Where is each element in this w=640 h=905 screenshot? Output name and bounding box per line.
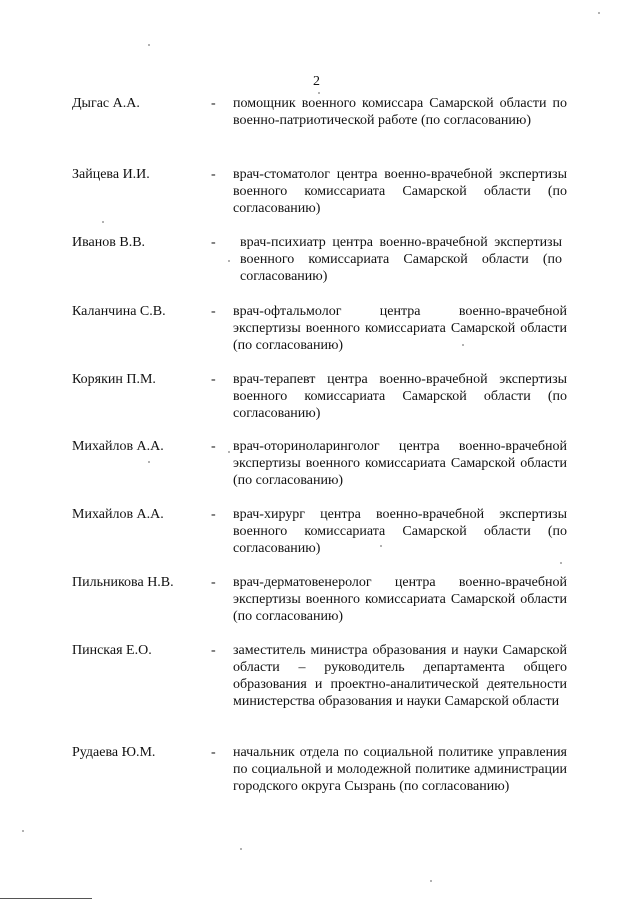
person-name: Михайлов А.А. — [72, 439, 164, 454]
person-name: Пильникова Н.В. — [72, 575, 174, 590]
scan-speck — [598, 12, 600, 14]
dash-separator: - — [211, 439, 216, 454]
dash-separator: - — [211, 96, 216, 111]
dash-separator: - — [211, 745, 216, 760]
person-name: Корякин П.М. — [72, 372, 156, 387]
person-name: Пинская Е.О. — [72, 643, 152, 658]
page-edge-line — [0, 898, 92, 899]
scan-speck — [240, 848, 242, 850]
dash-separator: - — [211, 643, 216, 658]
page-number: 2 — [313, 74, 320, 89]
person-name: Рудаева Ю.М. — [72, 745, 156, 760]
scan-speck — [148, 461, 150, 463]
person-name: Иванов В.В. — [72, 235, 146, 250]
dash-separator: - — [211, 167, 216, 182]
dash-separator: - — [211, 372, 216, 387]
person-position: врач-терапевт центра военно-врачебной экспертизы военного комиссариата Самарской области (по согласованию) — [233, 372, 567, 421]
scan-speck — [318, 92, 320, 94]
scan-speck — [102, 221, 104, 223]
person-name: Михайлов А.А. — [72, 507, 164, 522]
dash-separator: - — [211, 304, 216, 319]
scan-speck — [380, 545, 382, 547]
person-position: заместитель министра образования и науки Самарской области – руководитель департамента общего образования и проектно-аналитической деятельности министерства образования и науки Самарской области — [233, 643, 567, 709]
scan-speck — [430, 880, 432, 882]
person-position: врач-хирург центра военно-врачебной экспертизы военного комиссариата Самарской области (по согласованию) — [233, 507, 567, 556]
scan-speck — [22, 830, 24, 832]
person-position: начальник отдела по социальной политике управления по социальной и молодежной политике администрации городского округа Сызрань (по согласованию) — [233, 745, 567, 794]
person-name: Зайцева И.И. — [72, 167, 150, 182]
person-position: врач-офтальмолог центра военно-врачебной экспертизы военного комиссариата Самарской области (по согласованию) — [233, 304, 567, 353]
dash-separator: - — [211, 235, 216, 250]
person-position: врач-стоматолог центра военно-врачебной экспертизы военного комиссариата Самарской области (по согласованию) — [233, 167, 567, 216]
scan-speck — [148, 44, 150, 46]
dash-separator: - — [211, 507, 216, 522]
scan-speck — [228, 260, 230, 262]
scan-speck — [462, 344, 464, 346]
person-position: врач-психиатр центра военно-врачебной экспертизы военного комиссариата Самарской области (по согласованию) — [240, 235, 562, 284]
person-position: помощник военного комиссара Самарской области по военно-патриотической работе (по согласованию) — [233, 96, 567, 128]
scan-speck — [228, 451, 230, 453]
person-position: врач-дерматовенеролог центра военно-врачебной экспертизы военного комиссариата Самарской области (по согласованию) — [233, 575, 567, 624]
person-name: Дыгас А.А. — [72, 96, 140, 111]
person-position: врач-оториноларинголог центра военно-врачебной экспертизы военного комиссариата Самарской области (по согласованию) — [233, 439, 567, 488]
person-name: Каланчина С.В. — [72, 304, 166, 319]
scan-speck — [560, 562, 562, 564]
dash-separator: - — [211, 575, 216, 590]
